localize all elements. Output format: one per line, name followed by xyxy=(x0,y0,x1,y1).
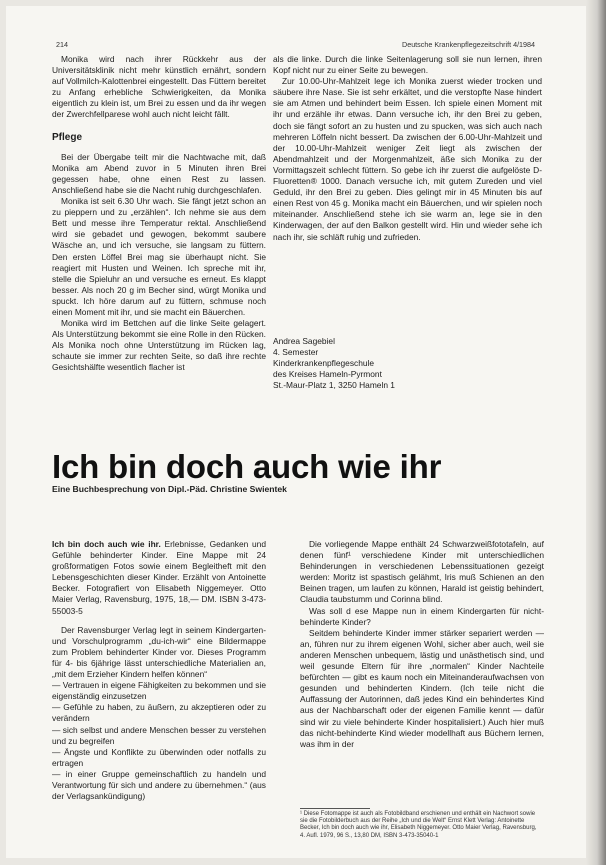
book-title: Ich bin doch auch wie ihr. xyxy=(52,539,161,549)
article2-right-column xyxy=(300,539,544,750)
author-address: St.-Maur-Platz 1, 3250 Hameln 1 xyxy=(273,380,395,391)
journal-header: Deutsche Krankenpflegezeitschrift 4/1984 xyxy=(402,40,536,49)
author-school: Kinderkrankenpflegeschule xyxy=(273,358,375,369)
paragraph: Der Ravensburger Verlag legt in seinem Kindergarten- und Vorschulprogramm „du-ich-wir“ eine Bildermappe zum Problem behinderter Kinder vor. Dieses Programm für 4- bis 6jährige lässt unterschiedliche Materialien an, „mit dem Erzieher Kindern helfen können“ xyxy=(52,624,266,680)
paragraph: Monika ist seit 6.30 Uhr wach. Sie fängt jetzt schon an zu pieppern und zu „erzählen“. Ich nehme sie aus dem Bett und messe ihre Temperatur rektal. Anschließend wird sie gebadet und gewogen, bekommt saubere Wäsche an, und ich versuche, sie langsam zu füttern. Den ersten Löffel Brei mag sie überhaupt nicht. Sie reagiert mit Husten und Weinen. Ich spreche mit ihr, stelle die Spieluhr an und versuche es erneut. Es klappt besser. Als noch 20 g im Becher sind, würgt Monika und spuckt. Ich höre darum auf zu füttern, schmuse noch einen Moment mit ihr, und sie macht ein Bäuerchen. xyxy=(52,196,266,317)
footnote: ¹ Diese Fotomappe ist auch als Fotobildband erschienen und enthält ein Nachwort sowie sie die Fotobilderbuch aus der Reihe „Ich und die Welt“ Ernst Klett Verlag: Antoinette Becker, Ich bin doch auch wie ihr, Elisabeth Niggemeyer. Otto Maier Verlag, Ravensburg, 4. Aufl. 1979, 96 S., 13,80 DM, ISBN 3-473-35040-1 xyxy=(300,811,537,839)
paragraph: Was soll d ese Mappe nun in einem Kindergarten für nicht-behinderte Kinder? xyxy=(300,605,544,627)
article-byline: Eine Buchbesprechung von Dipl.-Päd. Christine Swientek xyxy=(52,484,287,494)
paragraph: Monika wird im Bettchen auf die linke Seite gelagert. Als Unterstützung bekommt sie eine Rolle in den Rücken. Als Monika noch ohne Unterstützung im Rücken lag, schaute sie immer zur rechten Seite, so daß ihre rechte Gesichtshälfte wesentlich flacher ist xyxy=(52,318,266,373)
list-item: — Vertrauen in eigene Fähigkeiten zu bekommen und sie eigenständig einzusetzen xyxy=(52,680,266,702)
page-edge-shadow xyxy=(586,0,606,865)
list-item: — in einer Gruppe gemeinschaftlich zu handeln und Verantwortung für sich und andere zu übernehmen.“ (aus der Verlagsankündigung) xyxy=(52,768,266,802)
author-semester: 4. Semester xyxy=(273,347,319,358)
page-number: 214 xyxy=(56,40,68,49)
paragraph: Zur 10.00-Uhr-Mahlzeit lege ich Monika zuerst wieder trocken und säubere ihre Nase. Sie ist sehr erkältet, und die verstopfte Nase hindert sie am Atmen und behindert beim Essen. Ich spiele einen Moment mit ihr und erzähle ihr etwas. Dann versuche ich, ihr den Brei zu geben, doch sie fängt sofort an zu husten und zu spucken, was sich auch nach mehreren Löffeln nicht bessert. Da zwischen der 6.00-Uhr-Mahlzeit und der 10.00-Uhr-Mahlzeit weniger Zeit liegt als zwischen der Abendmahlzeit und der Morgenmahlzeit, äße sich Monika zu der Vormittagszeit schlecht füttern. So gebe ich ihr zuerst die aufgelöste D-Fluoretten® 1000. Danach versuche ich, mit gutem Zureden und viel Geduld, ihr den Brei zu geben. Dies gelingt mir in 45 Minuten bis auf einen Rest von 45 g. Monika macht ein Bäuerchen, und wir spielen noch miteinander. Anschließend stehe ich sie warm an, lege sie in den Kinderwagen, der auf den Balkon gestellt wird. Hin und wieder sehe ich nach ihr, sie schläft ruhig und zufrieden. xyxy=(273,76,542,242)
paragraph: Seitdem behinderte Kinder immer stärker separiert werden — an, führen nur zu ihrem eigenen Wohl, sicher aber auch, weil sie anderen Menschen unbequem, lästig und unästhetisch sind, und weil gesunde Eltern für ihre „normalen“ Kinder Nachteile befürchten — gibt es kaum noch ein Miteinanderaufwachsen von gesunden und behinderten Kindern. (Ich teile nicht die Auffassung der Autorinnen, daß jedes Kind ein behindertes Kind aus der Nachbarschaft oder der eigenen Familie kennt — dafür sind wir zu viele behinderte Kinder hospitalisiert.) Auch hier muß das nicht-behinderte Kind wieder modellhaft aus Büchern lernen, was ihm in der xyxy=(300,627,544,749)
book-details: Erlebnisse, Gedanken und Gefühle behinderter Kinder. Eine Mappe mit 24 großformatigen Fotos sowie einem Begleitheft mit den Lebensgeschichten dieser Kinder. Erzählt von Antoinette Becker. Fotografiert von Elisabeth Niggemeyer. Otto Maier Verlag, Ravensburg, 1975, 18,— DM. ISBN 3-473-55003-5 xyxy=(52,539,266,616)
section-heading: Pflege xyxy=(52,131,83,143)
paragraph: Bei der Übergabe teilt mir die Nachtwache mit, daß Monika am Abend zuvor in 5 Minuten ihren Brei gegessen habe, ohne einen Rest zu lassen. Anschließend habe sie die Nacht ruhig durchgeschlafen. xyxy=(52,151,266,195)
paragraph: Die vorliegende Mappe enthält 24 Schwarzweißfototafeln, auf denen fünf¹ verschiedene Kinder mit unterschiedlichen Behinderungen in verschiedenen Lebenssituationen gezeigt werden: Moritz ist spastisch gelähmt, Iris muß Schienen an den Beinen tragen, um laufen zu können, Harald ist geistig behindert, Claudia taubstumm und Corinna blind. xyxy=(300,539,544,605)
footnote-divider xyxy=(300,808,370,809)
list-item: — sich selbst und andere Menschen besser zu verstehen und zu begreifen xyxy=(52,724,266,746)
article2-left-column xyxy=(52,539,266,802)
list-item: — Ängste und Konflikte zu überwinden oder notfalls zu ertragen xyxy=(52,746,266,768)
article1-left-column xyxy=(52,54,266,374)
paragraph: als die linke. Durch die linke Seitenlagerung soll sie nun lernen, ihren Kopf nicht nur zu einer Seite zu bewegen. xyxy=(273,54,542,76)
article-title: Ich bin doch auch wie ihr xyxy=(52,448,442,485)
paragraph: Monika wird nach ihrer Rückkehr aus der Universitätsklinik nicht mehr künstlich ernährt, sondern auf Vollmilch-Kalottenbrei eingestellt. Das Füttern bereitet zu Anfang erhebliche Schwierigkeiten, da Monika eigentlich zu klein ist, um Brei zu essen und da ihr wegen der Zwerchfellparese wohl auch nicht leicht fällt. xyxy=(52,54,266,120)
article1-right-column xyxy=(273,54,542,243)
author-district: des Kreises Hameln-Pyrmont xyxy=(273,369,382,380)
book-reference xyxy=(52,539,266,617)
author-block xyxy=(273,336,395,391)
author-name: Andrea Sagebiel xyxy=(273,336,335,346)
list-item: — Gefühle zu haben, zu äußern, zu akzeptieren oder zu verändern xyxy=(52,702,266,724)
